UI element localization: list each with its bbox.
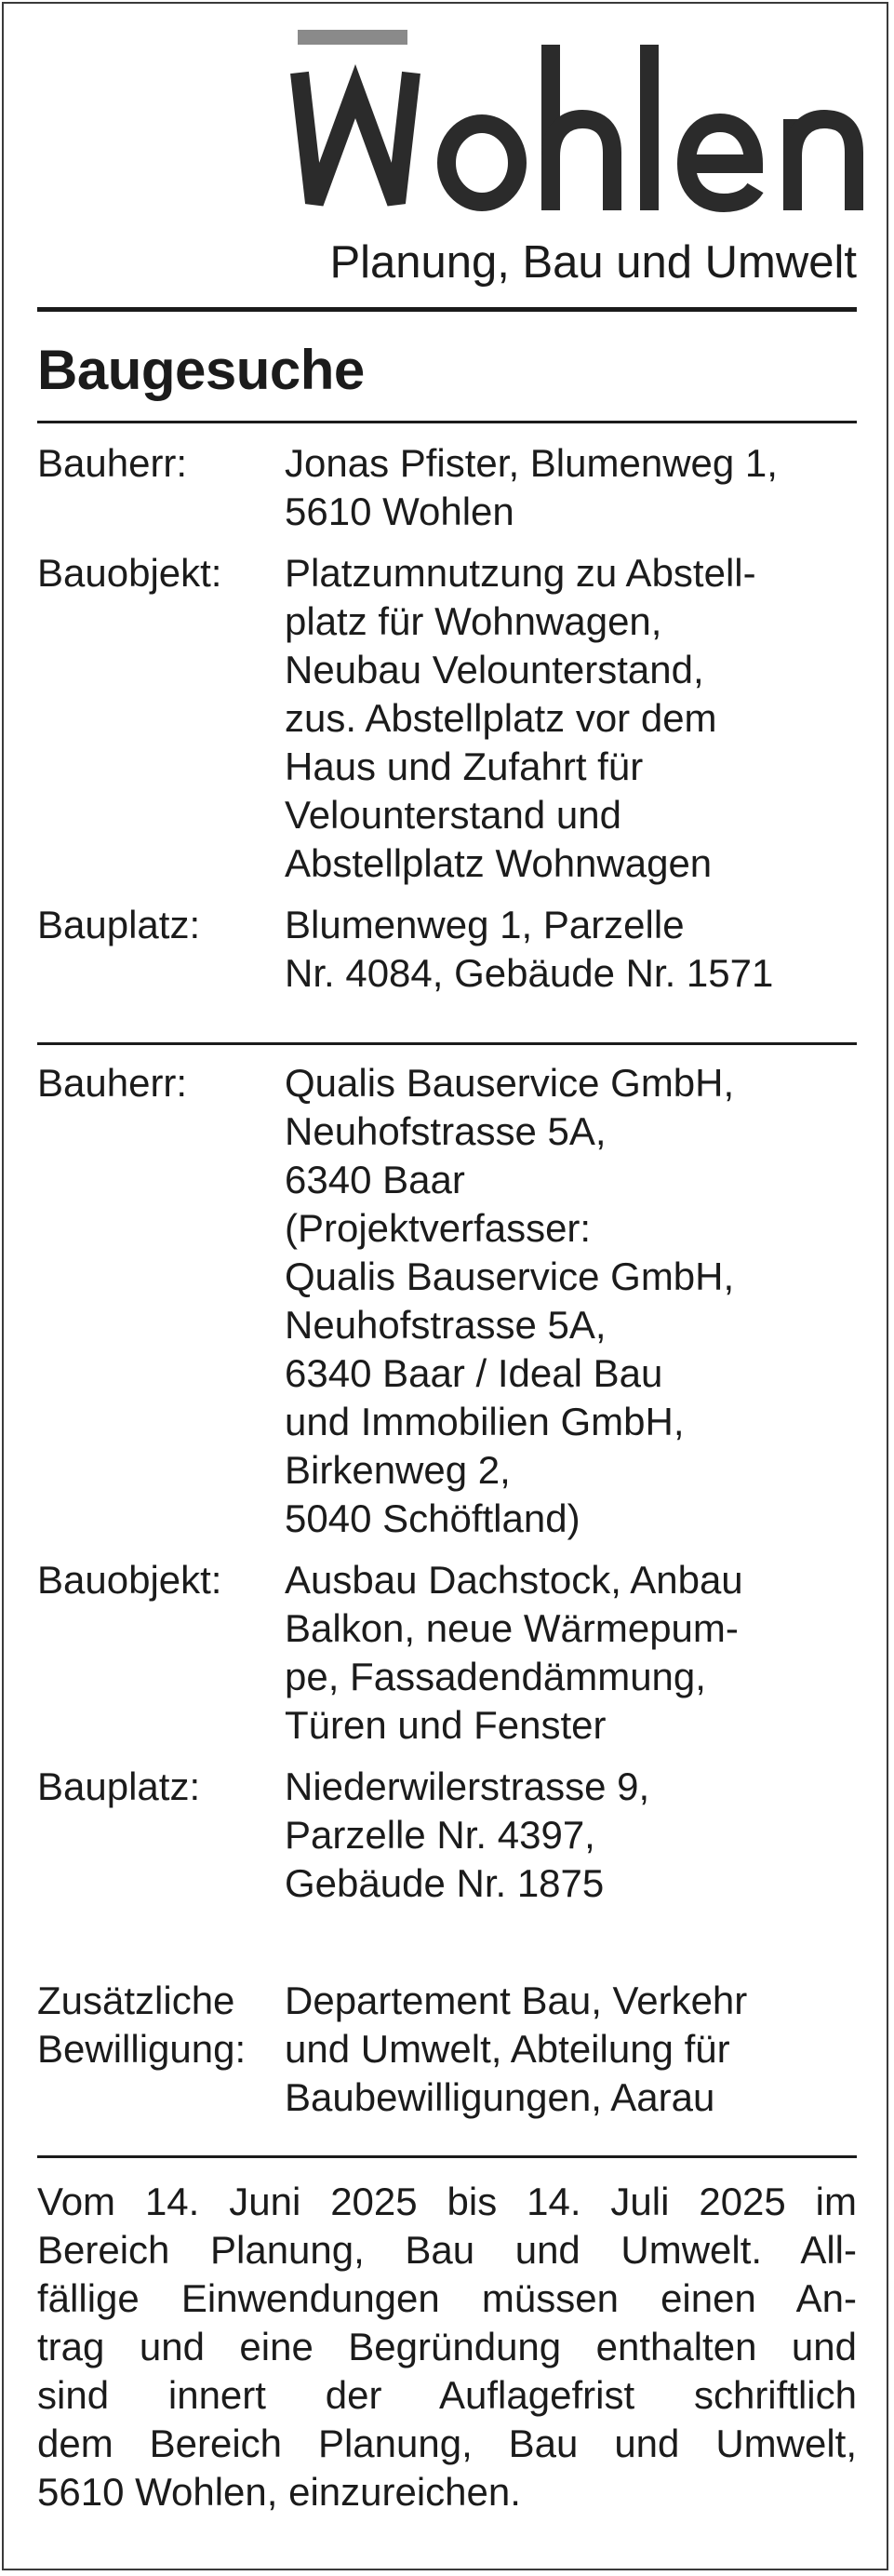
notice-line: Vom 14. Juni 2025 bis 14. Juli 2025 im <box>37 2180 857 2223</box>
field-value: Jonas Pfister, Blumenweg 1, 5610 Wohlen <box>285 441 778 533</box>
field-label: Bauobjekt: <box>37 1558 222 1602</box>
department-subtitle: Planung, Bau und Umwelt <box>329 237 857 288</box>
notice-line: Bereich Planung, Bau und Umwelt. All- <box>37 2228 857 2272</box>
field-value: Qualis Bauservice GmbH, Neuhofstrasse 5A, 6340 Baar (Projektverfasser: Qualis Bauservice GmbH, Neuhofstrasse 5A, 6340 Baar / Ideal Bau und Immobilien GmbH, Birkenweg 2, 5040 Schöftland) <box>285 1061 735 1540</box>
application-block <box>37 1977 857 2135</box>
field-value: Blumenweg 1, Parzelle Nr. 4084, Gebäude Nr. 1571 <box>285 903 774 995</box>
section-divider <box>37 1042 857 1045</box>
field-row <box>37 439 857 536</box>
field-value: Departement Bau, Verkehr und Umwelt, Abteilung für Baubewilligungen, Aarau <box>285 1979 748 2119</box>
notice-line: sind innert der Auflagefrist schriftlich <box>37 2373 857 2417</box>
objection-notice <box>37 2178 857 2516</box>
application-block <box>37 439 857 1011</box>
field-label: Bauherr: <box>37 1061 188 1105</box>
field-value: Platzumnutzung zu Abstell- platz für Wohnwagen, Neubau Velounterstand, zus. Abstellplatz vor dem Haus und Zufahrt für Velounterstand und Abstellplatz Wohnwagen <box>285 551 756 885</box>
wohlen-logo <box>290 24 867 220</box>
field-row <box>37 1977 857 2122</box>
field-row <box>37 549 857 888</box>
notice-line: dem Bereich Planung, Bau und Umwelt, <box>37 2422 857 2465</box>
field-label: Bauobjekt: <box>37 551 222 595</box>
header-divider <box>37 307 857 312</box>
notice-line: trag und eine Begründung enthalten und <box>37 2325 857 2368</box>
field-row <box>37 1763 857 1908</box>
field-row <box>37 1556 857 1750</box>
notice-line: 5610 Wohlen, einzureichen. <box>37 2470 521 2514</box>
field-row <box>37 1059 857 1543</box>
field-value: Ausbau Dachstock, Anbau Balkon, neue Wärmepum- pe, Fassadendämmung, Türen und Fenster <box>285 1558 743 1747</box>
field-label: Bauplatz: <box>37 903 201 946</box>
notice-line: fällige Einwendungen müssen einen An- <box>37 2276 857 2320</box>
field-label: Bauplatz: <box>37 1764 201 1808</box>
page-title: Baugesuche <box>37 339 365 401</box>
application-block <box>37 1059 857 1921</box>
section-divider <box>37 421 857 423</box>
section-divider <box>37 2155 857 2158</box>
field-value: Niederwilerstrasse 9, Parzelle Nr. 4397, Gebäude Nr. 1875 <box>285 1764 650 1905</box>
field-label: Zusätzliche Bewilligung: <box>37 1979 247 2071</box>
field-row <box>37 901 857 998</box>
field-label: Bauherr: <box>37 441 188 485</box>
